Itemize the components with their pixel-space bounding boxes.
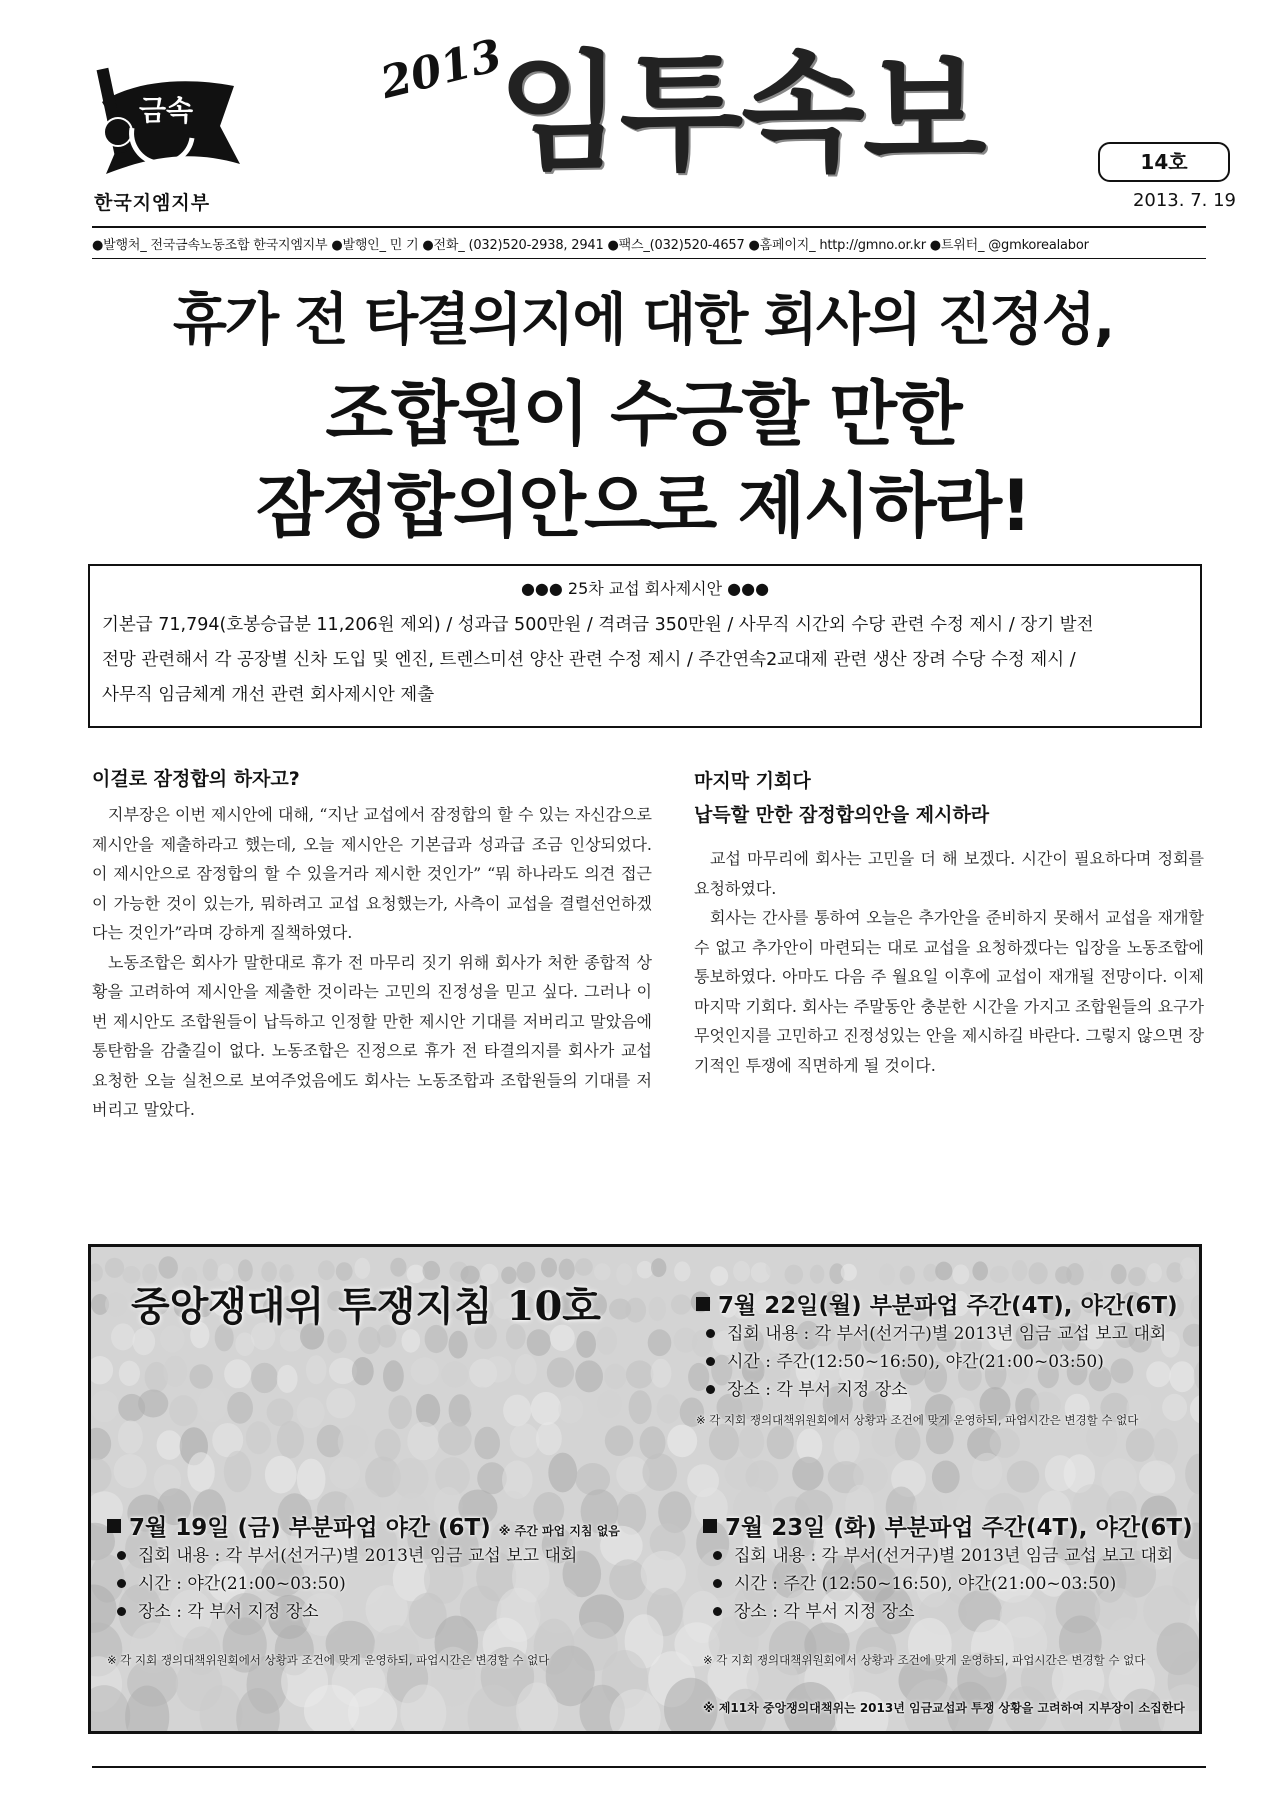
proposal-title: ●●● 25차 교섭 회사제시안 ●●● [520,579,770,598]
headline-line-3: 잠정합의안으로 제시하라! [255,465,1031,547]
strike-block-jul23 [703,1509,1193,1668]
strike-block-heading: 7월 22일(월) 부분파업 주간(4T), 야간(6T) [696,1287,1178,1320]
union-logo [92,64,242,184]
strike-block-heading: 7월 23일 (화) 부분파업 주간(4T), 야간(6T) [703,1509,1193,1542]
article-paragraph: 회사는 간사를 통하여 오늘은 추가안을 준비하지 못해서 교섭을 재개할 수 없고 추가안이 마련되는 대로 교섭을 요청하겠다는 입장을 노동조합에 통보하였다. 아마도 다음 주 월요일 이후에 교섭이 재개될 전망이다. 이제 마지막 기회다. 회사는 주말동안 충분한 시간을 가지고 조합원들의 요구가 무엇인지를 고민하고 진정성있는 안을 제시하길 바란다. 그렇지 않으면 장기적인 투쟁에 직면하게 될 것이다. [694,908,1204,1075]
article-1-body [92,800,652,1125]
bullet-icon [713,1579,722,1588]
strike-note: ※ 각 지회 쟁의대책위원회에서 상황과 조건에 맞게 운영하되, 파업시간은 변경할 수 없다 [696,1413,1139,1427]
bullet-icon [117,1551,126,1560]
strike-item: 시간 : 주간(12:50~16:50), 야간(21:00~03:50) [696,1348,1178,1376]
strike-item: 집회 내용 : 각 부서(선거구)별 2013년 임금 교섭 보고 대회 [696,1320,1178,1348]
strike-final-note: ※ 제11차 중앙쟁의대책위는 2013년 임금교섭과 투쟁 상황을 고려하여 지부장이 소집한다 [703,1701,1185,1715]
newspaper-title: 임투속보 [498,39,985,188]
branch-name: 한국지엠지부 [94,192,211,214]
bullet-icon [706,1357,715,1366]
bullet-icon [713,1551,722,1560]
bullet-icon [713,1607,722,1616]
strike-item: 장소 : 각 부서 지정 장소 [107,1598,620,1626]
article-paragraph: 노동조합은 회사가 말한대로 휴가 전 마무리 짓기 위해 회사가 처한 종합적 상황을 고려하여 제시안을 제출한 것이라는 고민의 진정성을 믿고 싶다. 그러나 이번 제시안도 조합원들이 납득하고 인정할 만한 제시안 기대를 저버리고 말았음에 통탄함을 감출길이 없다. 노동조합은 진정으로 휴가 전 타결의지를 회사가 교섭 요청한 오늘 실천으로 보여주었음에도 회사는 노동조합과 조합원들의 기대를 저버리고 말았다. [92,952,652,1119]
strike-note: ※ 각 지회 쟁의대책위원회에서 상황과 조건에 맞게 운영하되, 파업시간은 변경할 수 없다 [703,1653,1146,1667]
strike-item: 장소 : 각 부서 지정 장소 [703,1598,1193,1626]
bullet-icon [706,1385,715,1394]
publication-date: 2013. 7. 19 [1132,190,1236,211]
strike-item: 장소 : 각 부서 지정 장소 [696,1376,1178,1404]
strike-item: 집회 내용 : 각 부서(선거구)별 2013년 임금 교섭 보고 대회 [107,1542,620,1570]
article-2-body [694,844,1204,1080]
company-proposal-box [88,564,1202,728]
bullet-icon [117,1579,126,1588]
strike-guideline-title: 중앙쟁대위 투쟁지침 10호 [131,1283,601,1330]
headline-line-1: 휴가 전 타결의지에 대한 회사의 진정성, [172,288,1114,353]
year-label: 2013 [375,29,507,109]
proposal-line: 기본급 71,794(호봉승급분 11,206원 제외) / 성과급 500만원 / 격려금 350만원 / 사무직 시간외 수당 관련 수정 제시 / 장기 발전 [102,615,1094,635]
publisher-info: ●발행처_ 전국금속노동조합 한국지엠지부 ●발행인_ 민 기 ●전화_ (032)520-2938, 2941 ●팩스_(032)520-4657 ●홈페이지_ http://gmno.or.kr ●트위터_ @gmkorealabor [92,238,1089,253]
article-1-heading: 이걸로 잠정합의 하자고? [92,768,300,790]
proposal-line: 전망 관련해서 각 공장별 신차 도입 및 엔진, 트렌스미션 양산 관련 수정 제시 / 주간연속2교대제 관련 생산 장려 수당 수정 제시 / [102,650,1076,670]
strike-block-heading: 7월 19일 (금) 부분파업 야간 (6T) ※ 주간 파업 지침 없음 [107,1509,620,1542]
strike-item: 시간 : 주간 (12:50~16:50), 야간(21:00~03:50) [703,1570,1193,1598]
strike-item: 시간 : 야간(21:00~03:50) [107,1570,620,1598]
strike-block-jul19 [107,1509,620,1668]
info-rule [92,258,1206,259]
issue-number: 14호 [1098,142,1230,182]
logo-text: 금속 [138,94,194,127]
proposal-line: 사무직 임금체계 개선 관련 회사제시안 제출 [102,685,435,705]
article-2-heading-1: 마지막 기회다 [694,770,811,792]
bullet-icon [706,1329,715,1338]
square-bullet-icon [107,1519,121,1533]
article-paragraph: 교섭 마무리에 회사는 고민을 더 해 보겠다. 시간이 필요하다며 정회를 요청하였다. [694,849,1204,898]
strike-item: 집회 내용 : 각 부서(선거구)별 2013년 임금 교섭 보고 대회 [703,1542,1193,1570]
square-bullet-icon [703,1519,717,1533]
top-rule [92,226,1206,228]
bullet-icon [117,1607,126,1616]
strike-note: ※ 각 지회 쟁의대책위원회에서 상황과 조건에 맞게 운영하되, 파업시간은 변경할 수 없다 [107,1653,550,1667]
proposal-body [102,608,1192,713]
headline-line-2: 조합원이 수긍할 만한 [325,373,961,455]
heading-note: ※ 주간 파업 지침 없음 [498,1524,620,1538]
article-paragraph: 지부장은 이번 제시안에 대해, “지난 교섭에서 잠정합의 할 수 있는 자신감으로 제시안을 제출하라고 했는데, 오늘 제시안은 기본급과 성과급 조금 인상되었다. 이 제시안으로 잠정합의 할 수 있을거라 제시한 것인가” “뭐 하나라도 의견 접근이 가능한 것이 있는가, 뭐하려고 교섭 요청했는가, 사측이 교섭을 결렬선언하겠다는 것인가”라며 강하게 질책하였다. [92,805,652,942]
strike-guideline-box [88,1244,1202,1734]
square-bullet-icon [696,1297,710,1311]
bottom-rule [92,1766,1206,1768]
article-2-heading-2: 납득할 만한 잠정합의안을 제시하라 [694,804,990,826]
strike-block-jul22 [696,1287,1178,1428]
